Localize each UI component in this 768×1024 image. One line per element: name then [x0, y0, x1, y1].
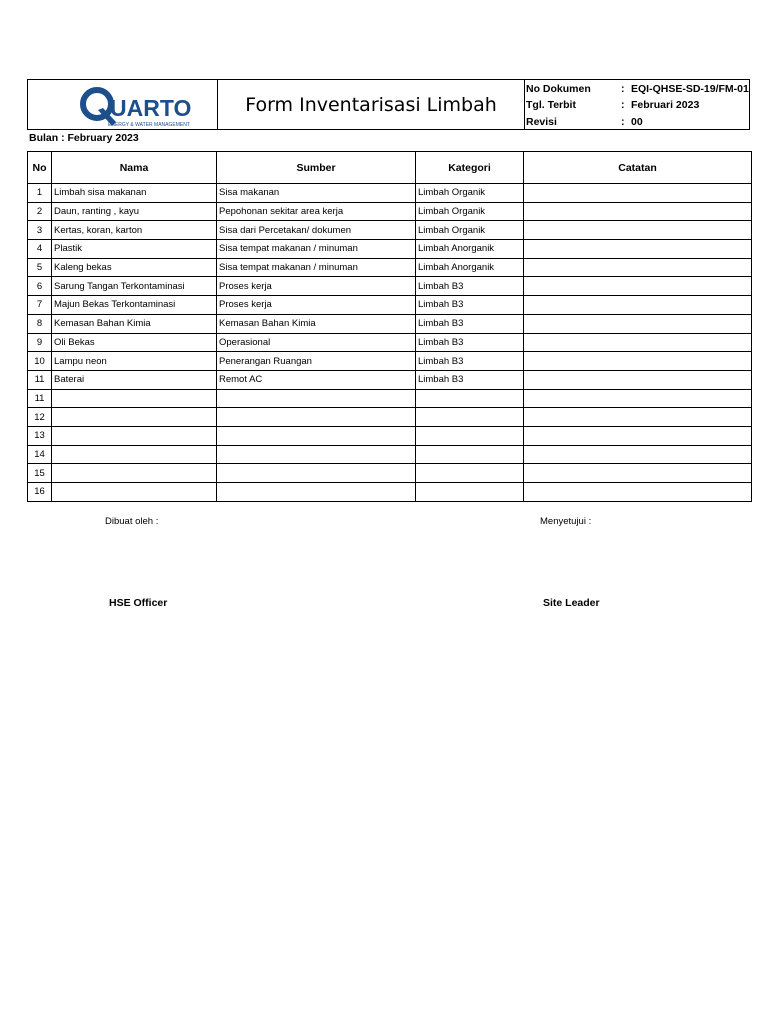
meta-colon: : — [621, 116, 625, 128]
cell-kategori: Limbah B3 — [416, 333, 524, 352]
form-header — [27, 79, 750, 130]
cell-kategori: Limbah Anorganik — [416, 240, 524, 259]
cell-catatan — [524, 445, 752, 464]
cell-sumber: Pepohonan sekitar area kerja — [217, 202, 416, 221]
site-leader-role: Site Leader — [543, 597, 600, 609]
meta-row-tgl-terbit — [526, 97, 750, 113]
cell-kategori: Limbah Organik — [416, 202, 524, 221]
logo-cell — [28, 80, 218, 129]
cell-kategori: Limbah B3 — [416, 370, 524, 389]
cell-nama — [52, 389, 217, 408]
cell-kategori: Limbah B3 — [416, 296, 524, 315]
cell-nama: Kertas, koran, karton — [52, 221, 217, 240]
cell-sumber: Remot AC — [217, 370, 416, 389]
cell-no: 11 — [28, 389, 52, 408]
cell-kategori — [416, 389, 524, 408]
table-row — [28, 483, 752, 502]
cell-kategori: Limbah Organik — [416, 184, 524, 203]
cell-sumber: Penerangan Ruangan — [217, 352, 416, 371]
column-header-nama: Nama — [52, 152, 217, 184]
cell-no: 1 — [28, 184, 52, 203]
cell-catatan — [524, 277, 752, 296]
meta-value: Februari 2023 — [631, 99, 700, 111]
table-row — [28, 240, 752, 259]
cell-kategori — [416, 445, 524, 464]
cell-no: 13 — [28, 426, 52, 445]
cell-kategori — [416, 426, 524, 445]
cell-nama: Sarung Tangan Terkontaminasi — [52, 277, 217, 296]
cell-catatan — [524, 258, 752, 277]
cell-kategori: Limbah Anorganik — [416, 258, 524, 277]
cell-kategori — [416, 483, 524, 502]
cell-sumber: Kemasan Bahan Kimia — [217, 314, 416, 333]
meta-value: 00 — [631, 116, 643, 128]
meta-row-revisi — [526, 114, 750, 130]
table-body — [28, 184, 752, 502]
quarto-logo — [78, 84, 200, 128]
cell-sumber: Sisa dari Percetakan/ dokumen — [217, 221, 416, 240]
cell-no: 6 — [28, 277, 52, 296]
document-meta — [525, 80, 749, 129]
cell-sumber — [217, 483, 416, 502]
cell-no: 3 — [28, 221, 52, 240]
cell-nama — [52, 445, 217, 464]
table-row — [28, 352, 752, 371]
cell-nama: Majun Bekas Terkontaminasi — [52, 296, 217, 315]
cell-no: 4 — [28, 240, 52, 259]
cell-no: 11 — [28, 370, 52, 389]
table-row — [28, 277, 752, 296]
cell-no: 2 — [28, 202, 52, 221]
column-header-sumber: Sumber — [217, 152, 416, 184]
table-row — [28, 370, 752, 389]
cell-sumber: Sisa makanan — [217, 184, 416, 203]
cell-no: 9 — [28, 333, 52, 352]
cell-nama: Kemasan Bahan Kimia — [52, 314, 217, 333]
cell-nama: Baterai — [52, 370, 217, 389]
cell-sumber — [217, 445, 416, 464]
table-row — [28, 464, 752, 483]
meta-row-no-dokumen — [526, 81, 750, 97]
meta-label: Revisi — [526, 116, 557, 128]
cell-catatan — [524, 314, 752, 333]
cell-catatan — [524, 296, 752, 315]
column-header-no: No — [28, 152, 52, 184]
cell-nama: Kaleng bekas — [52, 258, 217, 277]
approved-by-caption: Menyetujui : — [540, 516, 592, 527]
cell-catatan — [524, 202, 752, 221]
table-row — [28, 221, 752, 240]
cell-sumber — [217, 408, 416, 427]
cell-catatan — [524, 389, 752, 408]
period-label: Bulan : February 2023 — [29, 132, 139, 144]
cell-catatan — [524, 464, 752, 483]
cell-sumber — [217, 389, 416, 408]
cell-catatan — [524, 184, 752, 203]
svg-text:UARTO: UARTO — [110, 95, 192, 121]
cell-sumber: Proses kerja — [217, 277, 416, 296]
cell-sumber: Operasional — [217, 333, 416, 352]
cell-nama: Plastik — [52, 240, 217, 259]
cell-nama: Limbah sisa makanan — [52, 184, 217, 203]
cell-kategori: Limbah B3 — [416, 314, 524, 333]
cell-nama — [52, 426, 217, 445]
cell-nama: Lampu neon — [52, 352, 217, 371]
svg-text:ENERGY & WATER MANAGEMENT: ENERGY & WATER MANAGEMENT — [108, 122, 190, 128]
column-header-kategori: Kategori — [416, 152, 524, 184]
table-row — [28, 296, 752, 315]
cell-catatan — [524, 221, 752, 240]
hse-officer-role: HSE Officer — [109, 597, 168, 609]
cell-no: 5 — [28, 258, 52, 277]
cell-catatan — [524, 408, 752, 427]
cell-kategori: Limbah B3 — [416, 352, 524, 371]
table-row — [28, 202, 752, 221]
meta-label: No Dokumen — [526, 83, 591, 95]
table-row — [28, 426, 752, 445]
meta-value: EQI-QHSE-SD-19/FM-01 — [631, 83, 749, 95]
cell-kategori — [416, 464, 524, 483]
cell-no: 10 — [28, 352, 52, 371]
cell-kategori: Limbah B3 — [416, 277, 524, 296]
cell-nama — [52, 483, 217, 502]
cell-kategori: Limbah Organik — [416, 221, 524, 240]
cell-sumber: Sisa tempat makanan / minuman — [217, 240, 416, 259]
cell-sumber — [217, 464, 416, 483]
table-row — [28, 258, 752, 277]
prepared-by-caption: Dibuat oleh : — [105, 516, 159, 527]
cell-no: 7 — [28, 296, 52, 315]
table-row — [28, 184, 752, 203]
column-header-catatan: Catatan — [524, 152, 752, 184]
meta-label: Tgl. Terbit — [526, 99, 576, 111]
cell-catatan — [524, 333, 752, 352]
table-row — [28, 314, 752, 333]
table-row — [28, 333, 752, 352]
table-row — [28, 408, 752, 427]
cell-catatan — [524, 352, 752, 371]
cell-nama: Daun, ranting , kayu — [52, 202, 217, 221]
meta-colon: : — [621, 99, 625, 111]
cell-sumber: Sisa tempat makanan / minuman — [217, 258, 416, 277]
cell-no: 15 — [28, 464, 52, 483]
cell-kategori — [416, 408, 524, 427]
cell-catatan — [524, 370, 752, 389]
meta-colon: : — [621, 83, 625, 95]
table-header-row — [28, 152, 752, 184]
form-title: Form Inventarisasi Limbah — [218, 80, 525, 129]
cell-no: 16 — [28, 483, 52, 502]
cell-no: 12 — [28, 408, 52, 427]
cell-catatan — [524, 240, 752, 259]
cell-no: 8 — [28, 314, 52, 333]
cell-no: 14 — [28, 445, 52, 464]
cell-catatan — [524, 483, 752, 502]
cell-sumber: Proses kerja — [217, 296, 416, 315]
cell-nama: Oli Bekas — [52, 333, 217, 352]
cell-sumber — [217, 426, 416, 445]
cell-nama — [52, 464, 217, 483]
cell-nama — [52, 408, 217, 427]
cell-catatan — [524, 426, 752, 445]
table-row — [28, 445, 752, 464]
table-row — [28, 389, 752, 408]
inventory-table — [27, 151, 752, 502]
